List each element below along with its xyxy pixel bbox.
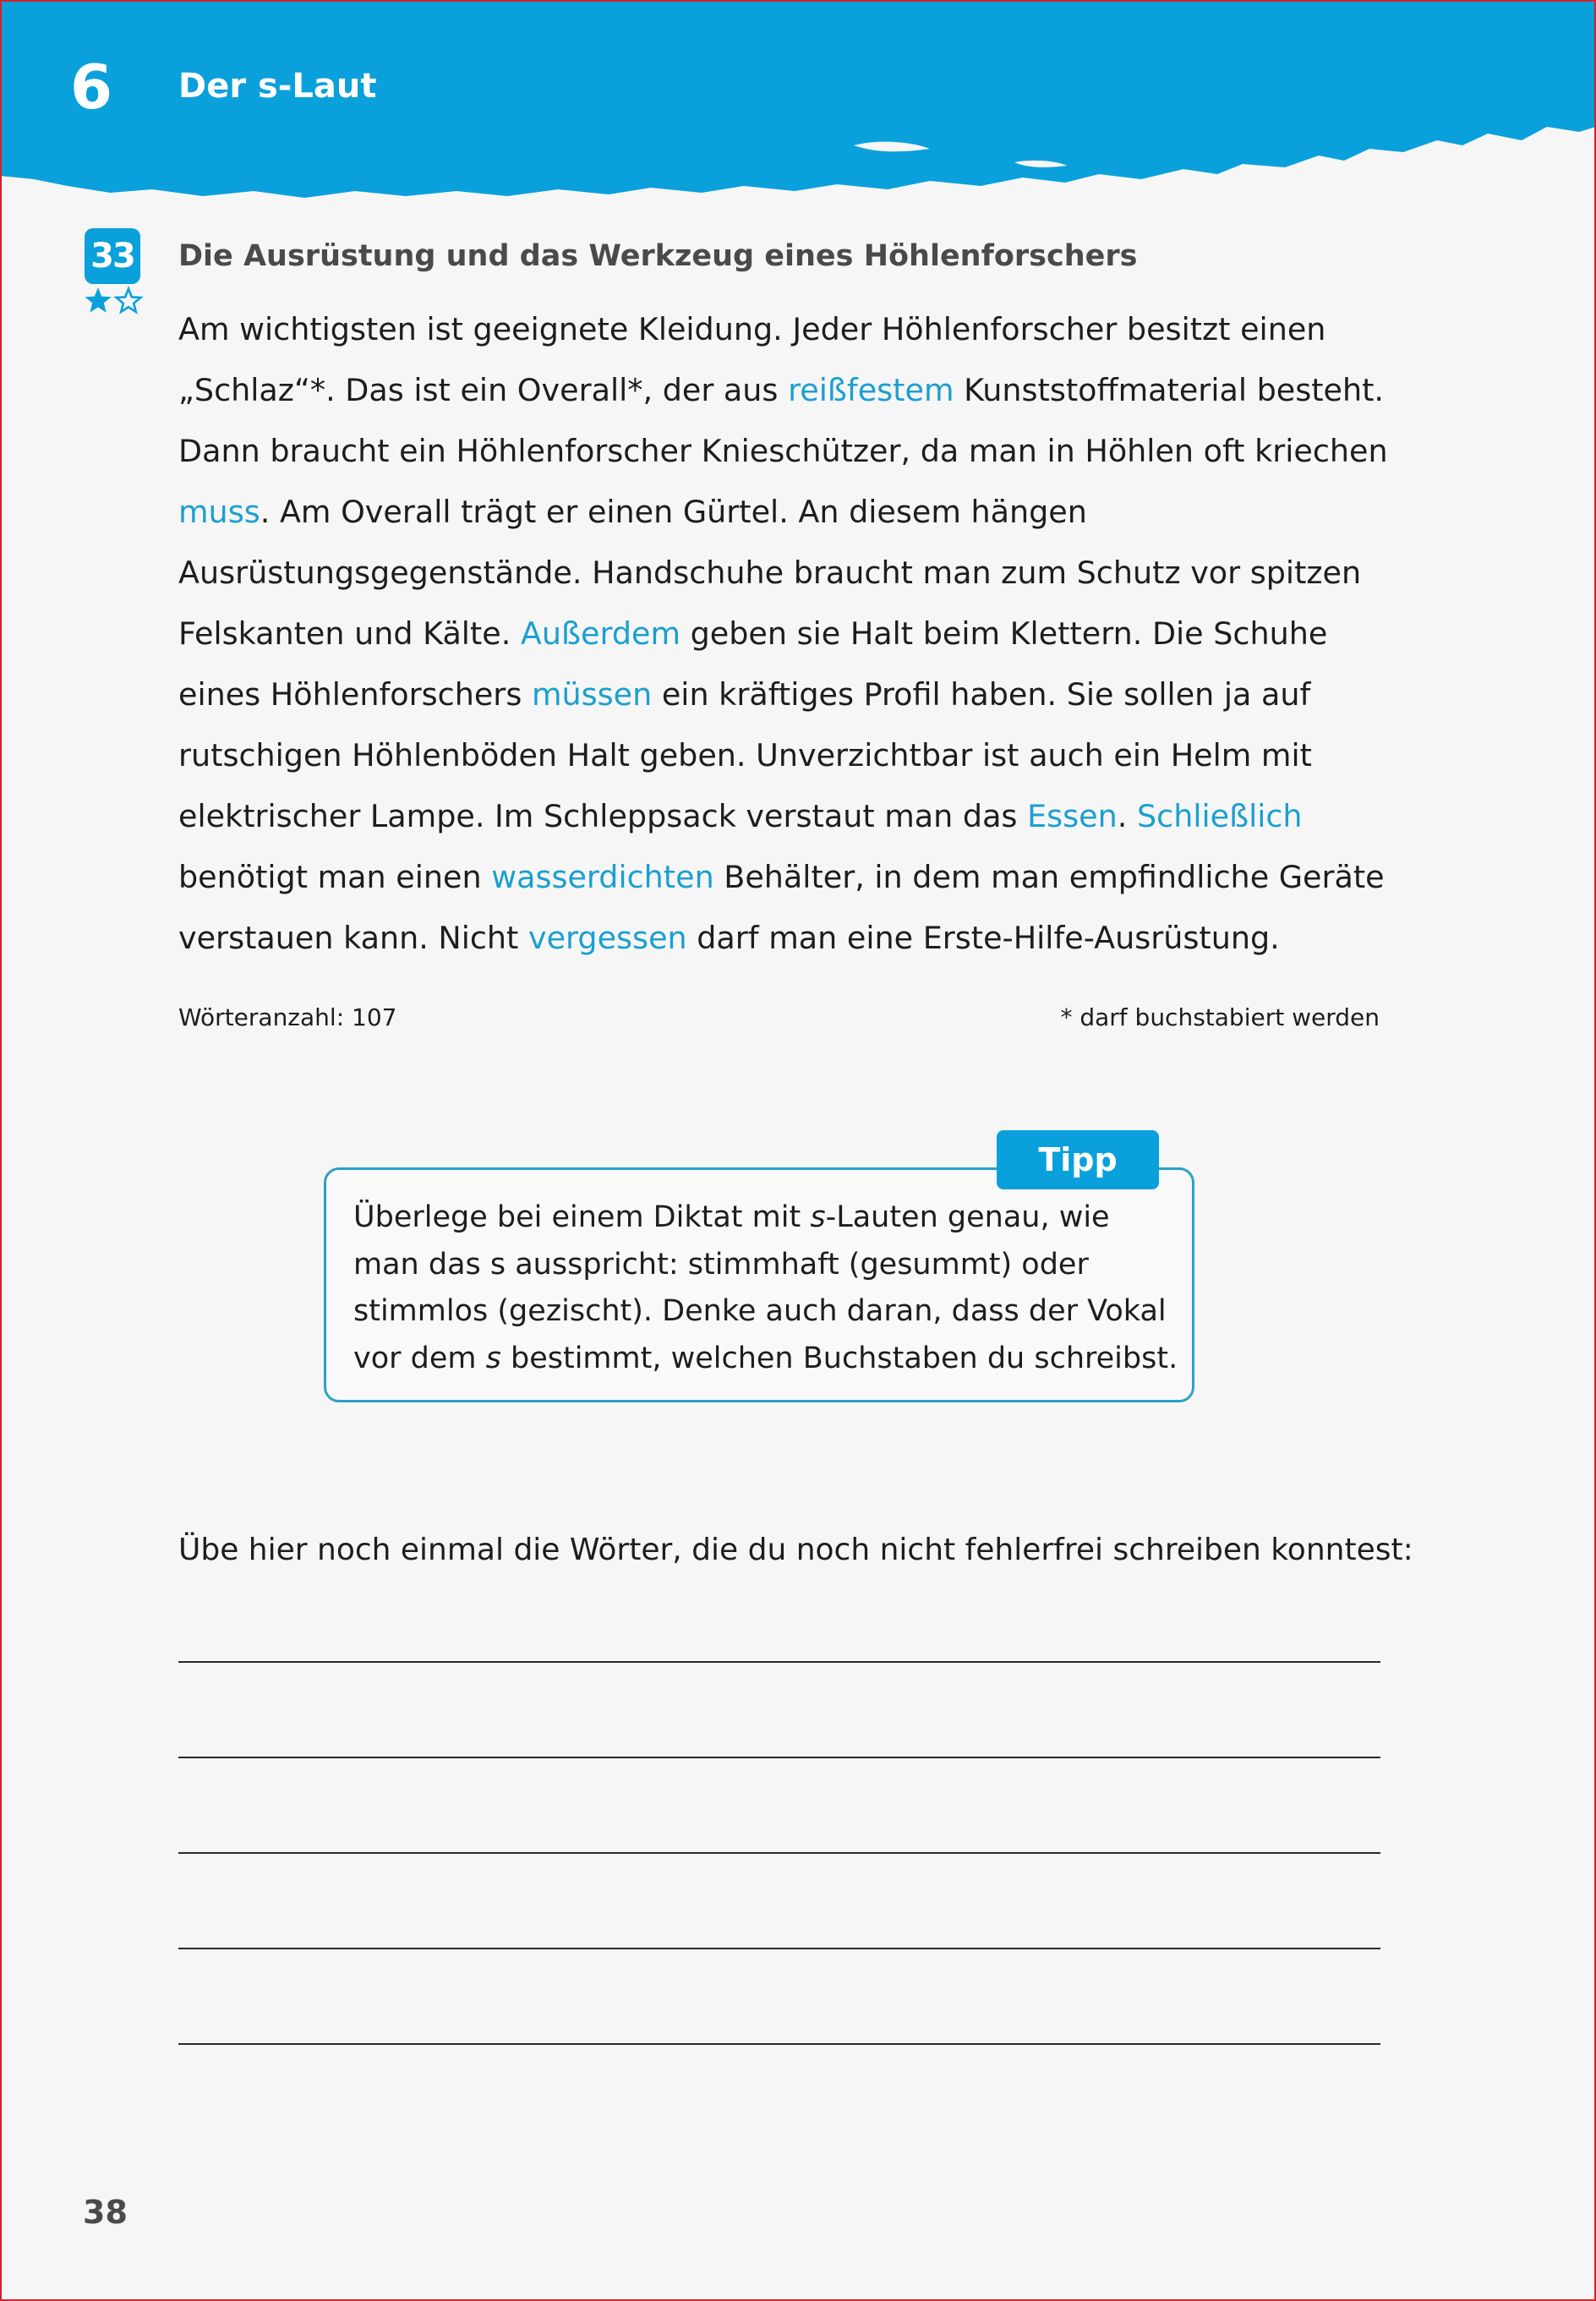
dictation-segment: darf man eine Erste-Hilfe-Ausrüstung. <box>686 920 1280 956</box>
writing-line[interactable] <box>178 1948 1380 1949</box>
highlighted-word: muss <box>178 494 260 530</box>
tipp-label: Tipp <box>997 1130 1159 1189</box>
star-outline-icon <box>117 289 141 313</box>
highlighted-word: müssen <box>531 676 653 713</box>
tipp-text-part: bestimmt, welchen Buchstaben du schreibst. <box>500 1341 1178 1375</box>
practice-prompt: Übe hier noch einmal die Wörter, die du noch nicht fehlerfrei schreiben konntest: <box>178 1533 1413 1567</box>
highlighted-word: Schließlich <box>1136 798 1303 834</box>
tipp-text-s: s <box>485 1341 501 1375</box>
difficulty-stars <box>83 286 144 316</box>
dictation-segment: Kunststoffmaterial besteht. Dann braucht ein Höhlenforscher Knieschützer, da man in Höhlen oft kriechen <box>178 372 1388 469</box>
exercise-title: Die Ausrüstung und das Werkzeug eines Höhlenforschers <box>178 239 1138 273</box>
footnote: * darf buchstabiert werden <box>1060 1003 1380 1031</box>
exercise-number-badge: 33 <box>85 228 140 284</box>
highlighted-word: wasserdichten <box>491 859 714 895</box>
chapter-title: Der s-Laut <box>178 67 377 106</box>
highlighted-word: Essen <box>1027 798 1118 834</box>
dictation-segment: Am wichtigsten ist geeignete Kleidung. Jeder Höhlenforscher besitzt einen „Schlaz“*. Das ist ein Overall*, der aus <box>178 311 1326 408</box>
page-number: 38 <box>83 2194 128 2231</box>
tipp-text-part: Überlege bei einem Diktat mit <box>353 1200 811 1234</box>
dictation-segment: benötigt man einen <box>178 859 492 895</box>
tipp-text <box>353 1194 1182 1382</box>
dictation-segment: . <box>1117 798 1137 834</box>
tipp-text-part: -Lauten genau, wie man das s ausspricht: stimmhaft (gesummt) oder stimmlos (gezischt). Denke auch daran, dass der Vokal vor dem <box>353 1200 1167 1375</box>
writing-line[interactable] <box>178 1757 1380 1758</box>
writing-line[interactable] <box>178 2043 1380 2045</box>
writing-line[interactable] <box>178 1852 1380 1854</box>
dictation-segment: ein kräftiges Profil haben. Sie sollen ja auf rutschigen Höhlenböden Halt geben. Unverzichtbar ist auch ein Helm mit elektrischer Lampe. Im Schleppsack verstaut man das <box>178 676 1312 834</box>
tipp-text-s: s <box>810 1200 826 1234</box>
highlighted-word: Außerdem <box>520 615 681 652</box>
highlighted-word: reißfestem <box>788 372 954 408</box>
star-filled-icon <box>85 287 111 313</box>
word-count: Wörteranzahl: 107 <box>178 1003 397 1031</box>
dictation-segment: . Am Overall trägt er einen Gürtel. An diesem hängen Ausrüstungsgegenstände. Handschuhe braucht man zum Schutz vor spitzen Felskanten und Kälte. <box>178 494 1362 652</box>
dictation-segment: Behälter, in dem man empfindliche Geräte verstauen kann. Nicht <box>178 859 1385 956</box>
dictation-segment: geben sie Halt beim Klettern. Die Schuhe eines Höhlenforschers <box>178 615 1328 713</box>
chapter-number: 6 <box>69 52 113 123</box>
writing-line[interactable] <box>178 1661 1380 1663</box>
highlighted-word: vergessen <box>527 920 687 956</box>
dictation-text <box>178 299 1396 969</box>
